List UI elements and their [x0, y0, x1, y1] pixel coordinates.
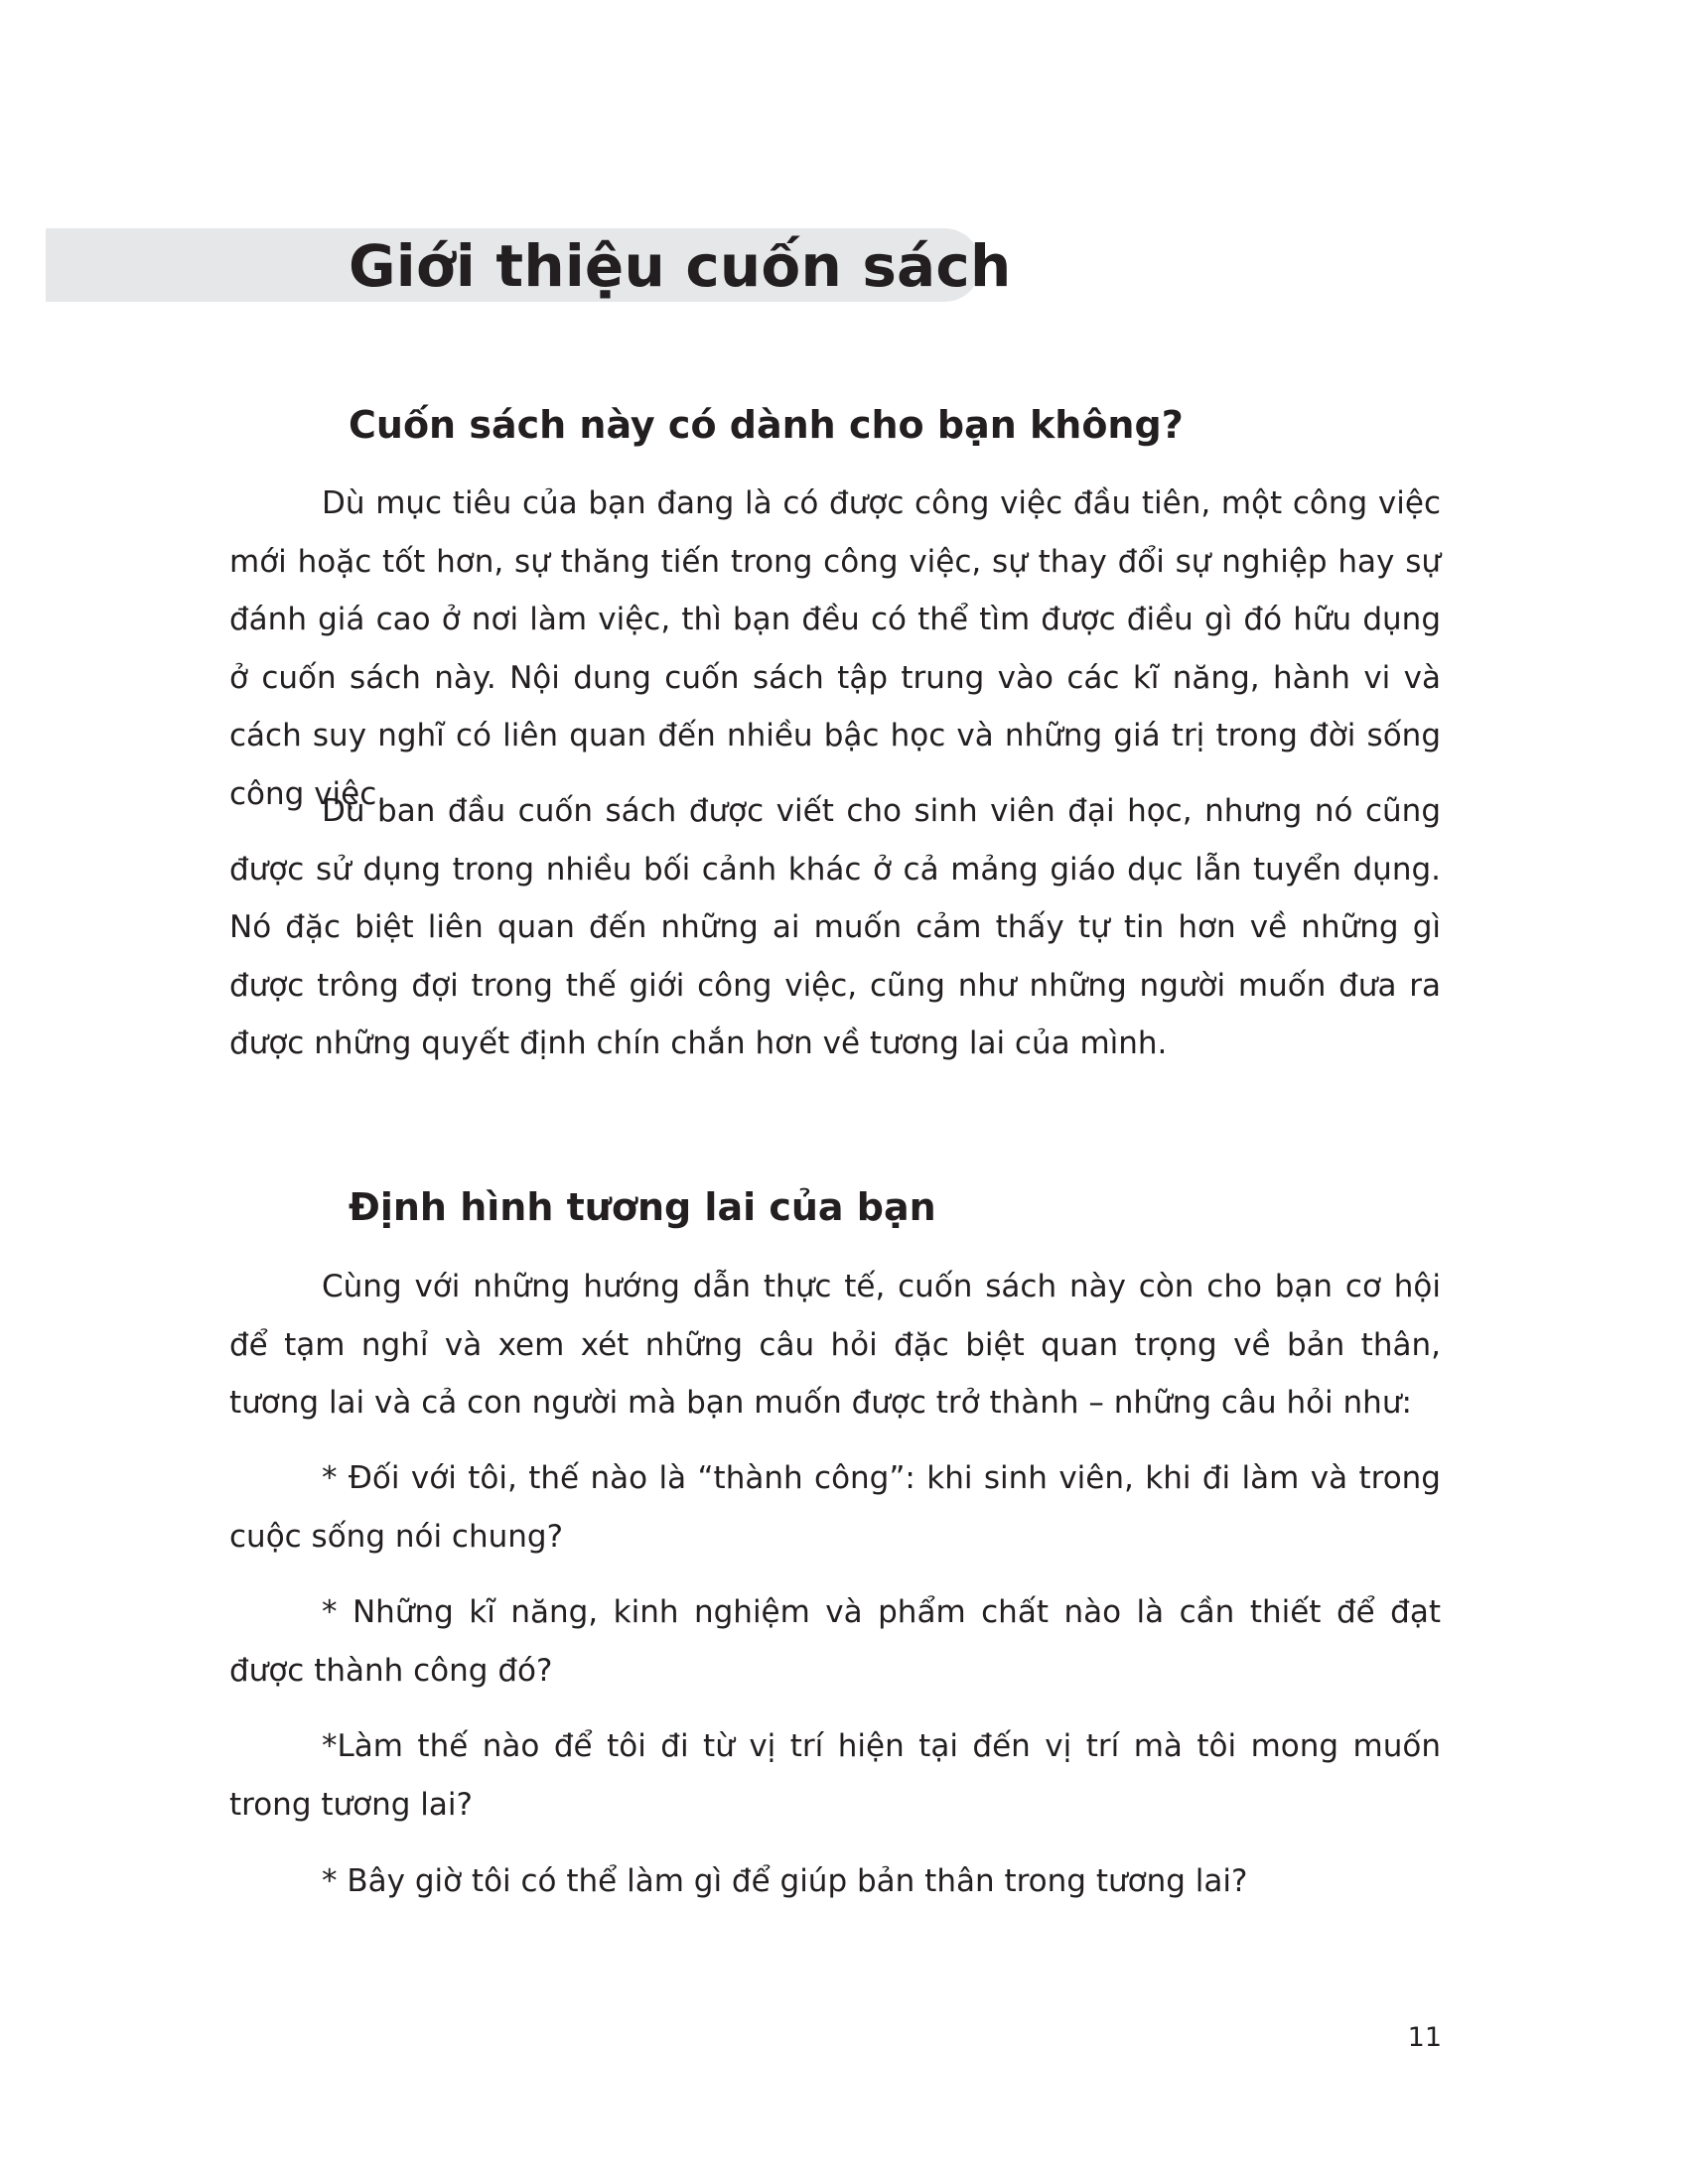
question-item-1: * Đối với tôi, thế nào là “thành công”: khi sinh viên, khi đi làm và trong cuộc sống nói chung?: [229, 1460, 1441, 1555]
section-heading-future: Định hình tương lai của bạn: [349, 1185, 936, 1229]
question-item-2: * Những kĩ năng, kinh nghiệm và phẩm chất nào là cần thiết để đạt được thành công đó?: [229, 1594, 1441, 1689]
question-item-3: *Làm thế nào để tôi đi từ vị trí hiện tại đến vị trí mà tôi mong muốn trong tương lai?: [229, 1728, 1441, 1823]
question-item-4: * Bây giờ tôi có thể làm gì để giúp bản thân trong tương lai?: [322, 1863, 1248, 1899]
page-number: 11: [1407, 2022, 1442, 2053]
paragraph-future-intro: Cùng với những hướng dẫn thực tế, cuốn sách này còn cho bạn cơ hội để tạm nghỉ và xem xét những câu hỏi đặc biệt quan trọng về bản thân, tương lai và cả con người mà bạn muốn được trở thành – những câu hỏi như:: [229, 1269, 1441, 1421]
paragraph-audience-1: Dù mục tiêu của bạn đang là có được công việc đầu tiên, một công việc mới hoặc tốt hơn, sự thăng tiến trong công việc, sự thay đổi sự nghiệp hay sự đánh giá cao ở nơi làm việc, thì bạn đều có thể tìm được điều gì đó hữu dụng ở cuốn sách này. Nội dung cuốn sách tập trung vào các kĩ năng, hành vi và cách suy nghĩ có liên quan đến nhiều bậc học và những giá trị trong đời sống công việc.: [229, 485, 1441, 812]
paragraph-audience-2: Dù ban đầu cuốn sách được viết cho sinh viên đại học, nhưng nó cũng được sử dụng trong nhiều bối cảnh khác ở cả mảng giáo dục lẫn tuyển dụng. Nó đặc biệt liên quan đến những ai muốn cảm thấy tự tin hơn về những gì được trông đợi trong thế giới công việc, cũng như những người muốn đưa ra được những quyết định chín chắn hơn về tương lai của mình.: [229, 793, 1441, 1061]
page-title: Giới thiệu cuốn sách: [349, 232, 1012, 300]
section-heading-audience: Cuốn sách này có dành cho bạn không?: [349, 403, 1184, 447]
